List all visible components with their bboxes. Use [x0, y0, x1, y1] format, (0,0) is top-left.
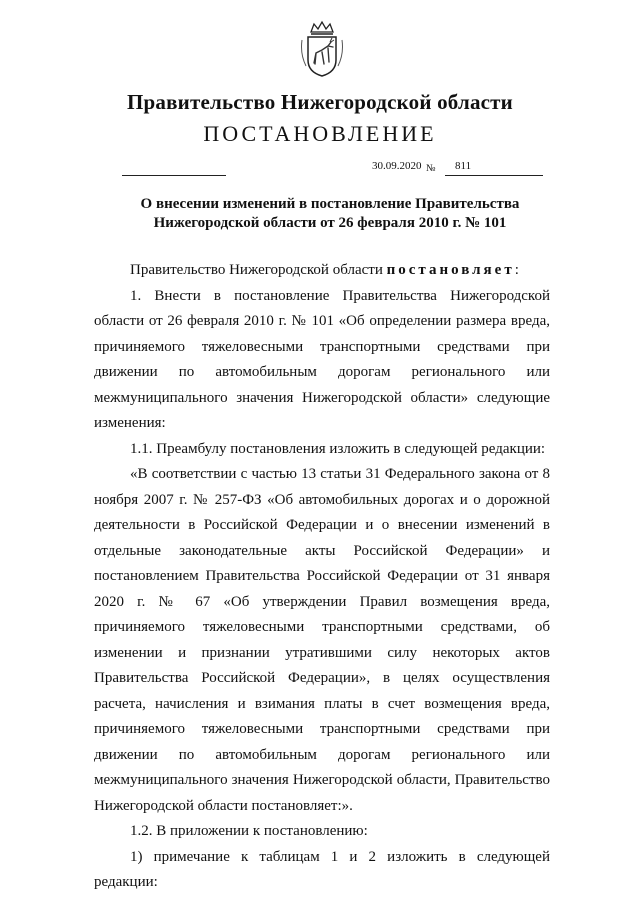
- subject-line: О внесении изменений в постановление Правительства: [140, 196, 520, 212]
- quoted-preamble: «В соответствии с частью 13 статьи 31 Федерального закона от 8 ноября 2007 г. № 257-ФЗ «Об автомобильных дорогах и о дорожной деятельности в Российской Федерации и о внесении изменений в отдельные законодательные акты Российской Федерации» и постановлением Правительства Российской Федерации от 31 января 2020 г. № 67 «Об утверждении Правил возмещения вреда, причиняемого тяжеловесными транспортными средствами, об изменении и признании утратившими силу некоторых актов Правительства Российской Федерации», в целях осуществления расчета, начисления и взимания платы в счет возмещения вреда, причиняемого тяжеловесными транспортными средствами при движении по автомобильным дорогам регионального или межмуниципального значения Нижегородской области, Правительство Нижегородской области постановляет:».: [94, 466, 550, 814]
- intro-paragraph: [94, 258, 550, 284]
- number-underline: [445, 175, 543, 176]
- coat-of-arms-icon: [300, 20, 344, 78]
- organization-title: Правительство Нижегородской области: [127, 90, 513, 114]
- paragraph-1-1: 1.1. Преамбулу постановления изложить в следующей редакции:: [130, 440, 546, 457]
- document-subject: [120, 195, 540, 233]
- intro-colon: :: [514, 262, 519, 278]
- resolves-word: постановляет: [386, 262, 515, 278]
- paragraph-1-2: 1.2. В приложении к постановлению:: [130, 823, 368, 839]
- document-date: 30.09.2020: [372, 160, 422, 172]
- document-number: 811: [455, 160, 472, 172]
- subject-line: Нижегородской области от 26 февраля 2010 г. № 101: [153, 215, 507, 231]
- blank-line: [122, 175, 226, 176]
- paragraph-1-2-1: 1) примечание к таблицам 1 и 2 изложить в следующей редакции:: [94, 848, 550, 890]
- number-sign: №: [426, 163, 436, 174]
- intro-text: Правительство Нижегородской области: [130, 262, 387, 278]
- paragraph-1: 1. Внести в постановление Правительства Нижегородской области от 26 февраля 2010 г. № 101 «Об определении размера вреда, причиняемого тяжеловесными транспортными средствами при движении по автомобильным дорогам регионального или межмуниципального значения Нижегородской области» следующие изменения:: [94, 287, 550, 431]
- document-body: [94, 258, 550, 896]
- document-type: ПОСТАНОВЛЕНИЕ: [203, 121, 437, 146]
